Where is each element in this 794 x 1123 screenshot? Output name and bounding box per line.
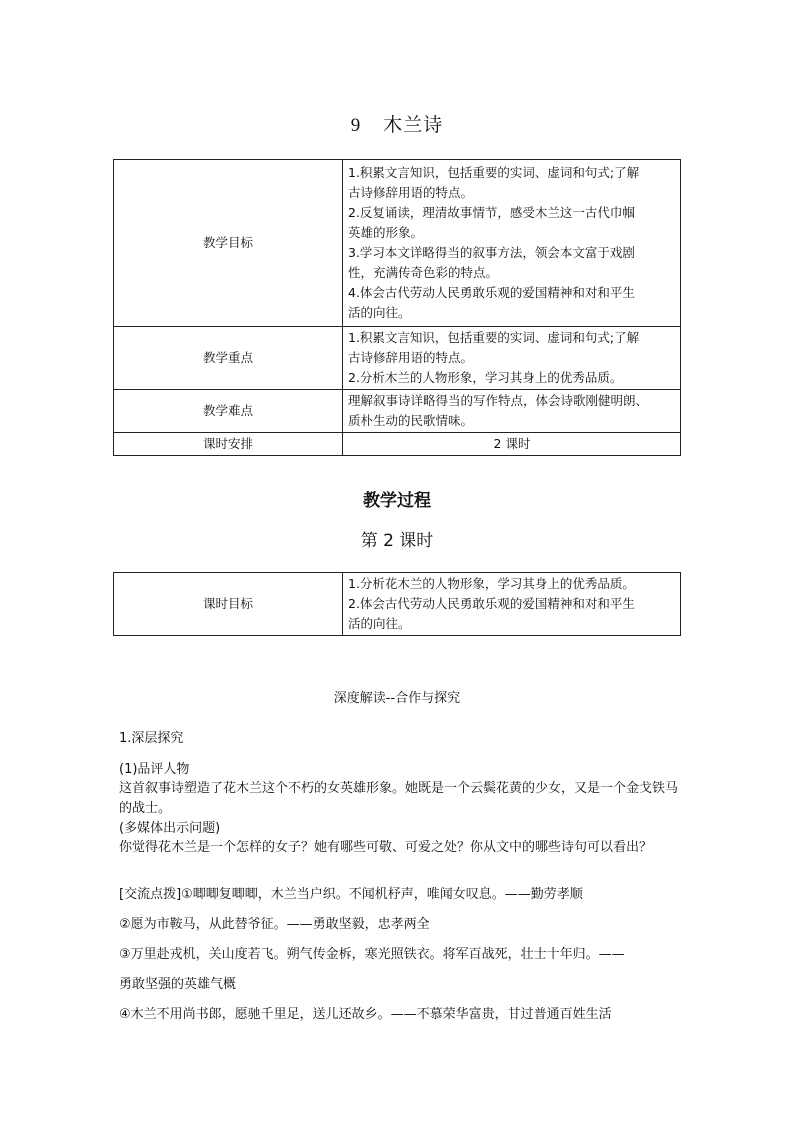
content-line: 3.学习本文详略得当的叙事方法，领会本文富于戏剧 bbox=[348, 245, 635, 260]
row-label: 教学难点 bbox=[114, 390, 343, 433]
content-line: 古诗修辞用语的特点。 bbox=[348, 185, 474, 200]
page-title bbox=[0, 110, 794, 137]
table-row bbox=[114, 327, 681, 390]
lesson-number: 9 bbox=[350, 115, 362, 136]
table-row bbox=[114, 573, 681, 636]
content-line: 古诗修辞用语的特点。 bbox=[348, 350, 474, 365]
row-label: 教学目标 bbox=[114, 160, 343, 327]
question: 你觉得花木兰是一个怎样的女子？她有哪些可敬、可爱之处？你从文中的哪些诗句可以看出？ bbox=[119, 840, 653, 855]
content-line: 1.分析花木兰的人物形象，学习其身上的优秀品质。 bbox=[348, 576, 635, 591]
table-row bbox=[114, 433, 681, 456]
table-row bbox=[114, 390, 681, 433]
content-line: 性，充满传奇色彩的特点。 bbox=[348, 265, 499, 280]
paragraph: 这首叙事诗塑造了花木兰这个不朽的女英雄形象。她既是一个云鬓花黄的少女，又是一个金戈铁马的战士。 bbox=[119, 781, 679, 816]
content-line: 理解叙事诗详略得当的写作特点，体会诗歌刚健明朗、 bbox=[348, 393, 649, 408]
row-content bbox=[343, 390, 681, 433]
answer-line: 勇敢坚强的英雄气概 bbox=[119, 977, 237, 992]
objectives-table bbox=[113, 159, 681, 456]
row-value: 2 课时 bbox=[343, 433, 681, 456]
lesson-goals-table bbox=[113, 572, 681, 636]
section-heading: 深度解读--合作与探究 bbox=[333, 691, 461, 706]
table-row bbox=[114, 160, 681, 327]
lesson-heading: 第 2 课时 bbox=[360, 531, 434, 551]
part-heading: (1)品评人物 bbox=[119, 762, 190, 777]
row-content bbox=[343, 160, 681, 327]
content-line: 质朴生动的民歌情味。 bbox=[348, 413, 474, 428]
row-label: 教学重点 bbox=[114, 327, 343, 390]
content-line: 1.积累文言知识，包括重要的实词、虚词和句式;了解 bbox=[348, 330, 640, 345]
row-label: 课时目标 bbox=[114, 573, 343, 636]
lesson-title: 木兰诗 bbox=[383, 114, 444, 136]
content-line: 2.分析木兰的人物形象，学习其身上的优秀品质。 bbox=[348, 370, 623, 385]
content-line: 1.积累文言知识，包括重要的实词、虚词和句式;了解 bbox=[348, 165, 640, 180]
row-content bbox=[343, 573, 681, 636]
subsection-heading: 1.深层探究 bbox=[119, 731, 184, 746]
answer-line: ④木兰不用尚书郎，愿驰千里足，送儿还故乡。——不慕荣华富贵，甘过普通百姓生活 bbox=[119, 1007, 612, 1022]
content-line: 活的向往。 bbox=[348, 305, 411, 320]
row-label: 课时安排 bbox=[114, 433, 343, 456]
process-heading: 教学过程 bbox=[363, 491, 431, 511]
content-line: 英雄的形象。 bbox=[348, 225, 424, 240]
answer-line: [交流点拨]①唧唧复唧唧，木兰当户织。不闻机杼声，唯闻女叹息。——勤劳孝顺 bbox=[119, 887, 583, 902]
content-line: 2.反复诵读，理清故事情节，感受木兰这一古代巾帼 bbox=[348, 205, 635, 220]
content-line: 2.体会古代劳动人民勇敢乐观的爱国精神和对和平生 bbox=[348, 596, 635, 611]
answer-line: ②愿为市鞍马，从此替爷征。——勇敢坚毅，忠孝两全 bbox=[119, 917, 430, 932]
content-line: 4.体会古代劳动人民勇敢乐观的爱国精神和对和平生 bbox=[348, 285, 635, 300]
answer-line: ③万里赴戎机，关山度若飞。朔气传金柝，寒光照铁衣。将军百战死，壮士十年归。—— bbox=[119, 947, 625, 962]
row-content bbox=[343, 327, 681, 390]
content-line: 活的向往。 bbox=[348, 616, 411, 631]
media-note: (多媒体出示问题) bbox=[119, 821, 221, 836]
